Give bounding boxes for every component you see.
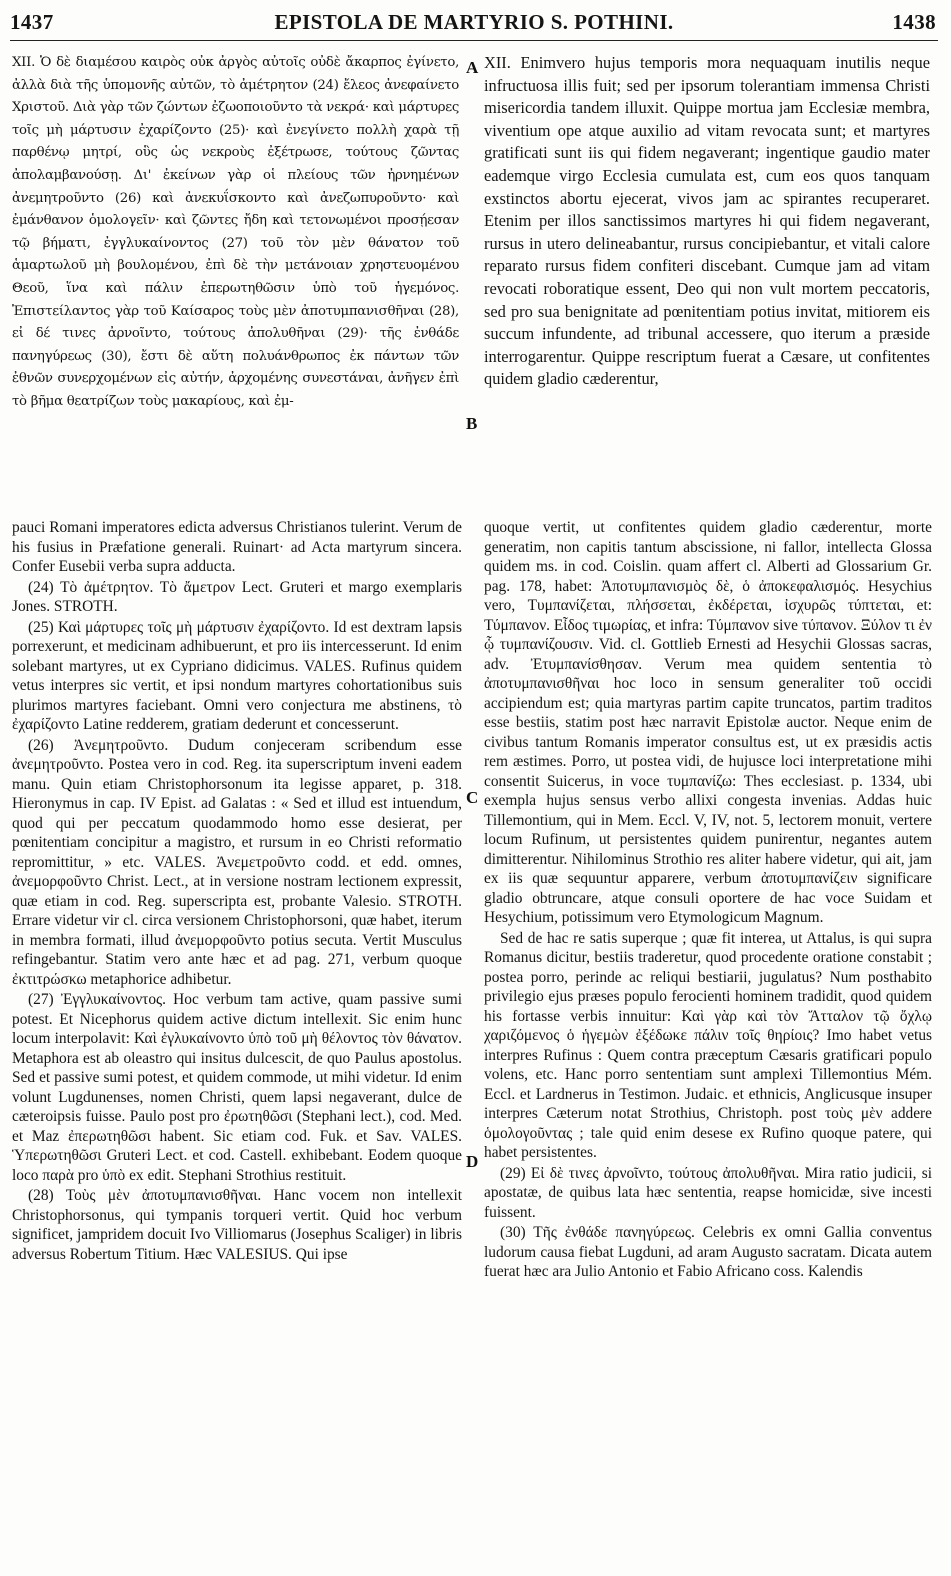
page-number-left: 1437 [10,10,54,34]
footnote-29: (29) Εἰ δὲ τινες ἀρνοῖντο, τούτους ἀπολυθῆναι. Mira ratio judicii, si apostatæ, de quibus lata hæc sententia, reapse homicidæ, sive incesti fuissent. [484,1164,932,1221]
margin-mark-c: C [466,788,479,807]
greek-text-column [12,52,459,510]
footnotes-left-column [12,518,462,1570]
margin-mark-d: D [466,1152,479,1171]
running-header [10,6,938,41]
margin-mark-b: B [466,414,478,433]
footnote-paragraph: Sed de hac re satis superque ; quæ fit interea, ut Attalus, is qui supra Romanus dicitur, bestiis traderetur, quod procedente oratione constabit ; postea porro, perinde ac reliqui bestiarii, jugulatus? Num posthabito privilegio ejus præses populo ferocienti hominem tradidit, quod quidem his fortasse verbis innuitur: Καὶ γὰρ καὶ τὸν Ἄτταλον τῷ ὄχλῳ χαριζόμενος ὁ ἡγεμὼν ἐξέδωκε πάλιν τοῖς θηρίοις? Imo habet vetus interpres Rufinus : Quem contra præceptum Cæsaris gratificari populo volens, etc. Hanc porro sententiam sunt amplexi Tillemontius Mém. Eccl. et Lardnerus in Testimon. Judaic. et ethnicis, Anglicusque insuper interpres Cæterum notat Strothius, Christoph. post τοὺς μὲν addere ὁμολογοῦντας ; tale quid enim desese ex Rufino quoque patere, qui habet persistentes. [484,929,932,1161]
footnote-24: (24) Τὸ ἀμέτρητον. Τὸ ἄμετρον Lect. Gruteri et margo exemplaris Jones. STROTH. [12,578,462,615]
margin-mark-a: A [466,58,479,77]
footnote-25: (25) Καὶ μάρτυρες τοῖς μὴ μάρτυσιν ἐχαρίζοντο. Id est dextram lapsis porrexerunt, et medicinam adhibuerunt, et pro iis intercesserunt. Id enim solebant martyres, ut ex Cypriano didicimus. VALES. Rufinus quidem vetus interpres sic vertit, et ipsi nondum martyres cohortationibus suis plurimos martyres faciebant. Omni vero conjectura me abstinens, τὸ ἐχαρίζοντο Latine redderem, gratiam dederunt et concesserunt. [12,618,462,733]
latin-paragraph: XII. Enimvero hujus temporis mora nequaquam inutilis neque infructuosa illis fuit; sed per ipsorum tolerantiam immensa Christi misericordia tandem illuxit. Quippe mortua jam Ecclesiæ membra, viventium ope atque auxilio ad vitam revocata sunt; et martyres gratificati sunt iis qui fidem negaverant; ingentique gaudio mater eademque virgo Ecclesia cumulata est, cum eos quos tanquam exstinctos abortu ejecerat, vivos jam ac spirantes recuperaret. Etenim per illos sanctissimos martyres hi qui fidem negaverant, rursus in utero delineabantur, rursus concipiebantur, et vitali calore reparato rursus fidem confiteri discebant. Cumque jam ad vitam revocati roboratique essent, Deo qui non vult mortem peccatoris, sed pro sua benignitate ad pœnitentiam potius invitat, mitiorem eis succum infundente, ad tribunal accessere, quo iterum a præside interrogarentur. Quippe rescriptum fuerat a Cæsare, ut confitentes quidem gladio cæderentur, [484,53,930,389]
latin-text-column [484,52,930,510]
footnote-28-continued: quoque vertit, ut confitentes quidem gladio cæderentur, morte generatim, non capitis tantum abscissione, ni fallor, intellecta Glossa quidem ms. in cod. Coislin. quam affert cl. Alberti ad Glossarium Gr. pag. 178, habet: Ἀποτυμπανισμὸς δὲ, ὁ ἀποκεφαλισμός. Hesychius vero, Τυμπανίζεται, πλήσσεται, ἐκδέρεται, ἰσχυρῶς τύπτεται, et: Τύμπανον. Εἶδος τιμωρίας, et infra: Τύμπανον sive τύπανον. Ξύλον τι ἐν ᾧ τυμπανίζουσιν. Vid. cl. Gottlieb Ernesti ad Hesychii Glossas sacras, adv. Ἐτυμπανίσθησαν. Verum mea quidem sententia τὸ ἀποτυμπανισθῆναι hoc loco in sensum generaliter τοῦ occidi accipiendum est; quia martyras partim capite truncatos, partim traditos esse bestiis, statim post hæc narravit Epistolæ auctor. Neque enim de civibus tantum Romanis imperator consultus est, ut ex præsidis actis rem æstimes. Porro, ut postea vidi, de hujusce loci interpretatione mihi consentit Suicerus, in voce τυμπανίζω: Thes ecclesiast. p. 1334, ubi exempla hujus sensus verbo allixi congesta invenias. Addas huic Tillemontium, qui in Mem. Eccl. V, IV, not. 5, lectorem monuit, vertere locum Rufinum, ut persistentes quidem punirentur, negantes autem dimitterentur. Nihilominus Strothio res aliter habere videtur, qui ait, jam ex iis quæ sequuntur apparere, verbum ἀποτυμπανίζειν significare gladio obtruncare, atque consuli oportere de hac voce Suidam et Hesychium, potissimum vero Etymologicum Magnum. [484,519,932,926]
footnote-30: (30) Τῆς ἐνθάδε πανηγύρεως. Celebris ex omni Gallia conventus ludorum causa fiebat Lugduni, ad aram Augusto sacratam. Dicata autem fuerat hæc ara Julio Antonio et Fabio Africano coss. Kalendis [484,1224,932,1280]
running-title: EPISTOLA DE MARTYRIO S. POTHINI. [274,10,674,34]
footnote-27: (27) Ἐγγλυκαίνοντος. Hoc verbum tam active, quam passive sumi potest. Et Nicephorus quidem active dictum intellexit. Sic enim hunc locum interpolavit: Καὶ ἐγλυκαίνοντο ὑπὸ τοῦ μὴ θέλοντος τὸν θάνατον. Metaphora est ab oleastro qui insitus dulcescit, de quo Paulus apostolus. Sed et passive sumi potest, et quidem commode, ut mihi videtur. Id enim volunt Lugdunenses, nomen Christi, quem lapsi negaverant, dulce de cæteroipsis fuisse. Paulo post pro ἐρωτηθῶσι (Stephani lect.), cod. Med. et Maz ἐπερωτηθῶσι habent. Sic etiam cod. Fuk. et Sav. VALES. Ὑπερωτηθῶσι Gruteri Lect. et cod. Castell. exhibebant. Eodem quoque loco παρὰ pro ὑπὸ ex edit. Stephani Strothius restituit. [12,991,462,1184]
greek-paragraph: XII. Ὁ δὲ διαμέσου καιρὸς οὐκ ἀργὸς αὐτοῖς οὐδὲ ἄκαρπος ἐγίνετο, ἀλλὰ διὰ τῆς ὑπομονῆς αὐτῶν, τὸ ἀμέτρητον (24) ἔλεος ἀνεφαίνετο Χριστοῦ. Διὰ γὰρ τῶν ζώντων ἐζωοποιοῦντο τὰ νεκρά· καὶ μάρτυρες τοῖς μὴ μάρτυσιν ἐχαρίζοντο (25)· καὶ ἐνεγίνετο πολλὴ χαρὰ τῇ παρθένῳ μητρί, οὓς ὡς νεκροὺς ἐξέτρωσε, τούτους ζῶντας ἀπολαμβανούσῃ. Δι' ἐκείνων γὰρ οἱ πλείους τῶν ἠρνημένων ἀνεμητροῦντο (26) καὶ ἀνεκυΐσκοντο καὶ ἀνεζωπυροῦντο· καὶ ἐμάνθανον ὁμολογεῖν· καὶ ζῶντες ἤδη καὶ τετονωμένοι προσῄεσαν τῷ βήματι, ἐγγλυκαίνοντος (27) τοῦ τὸν μὲν θάνατον τοῦ ἁμαρτωλοῦ μὴ βουλομένου, ἐπὶ δὲ τὴν μετάνοιαν χρηστευομένου Θεοῦ, ἵνα καὶ πάλιν ἐπερωτηθῶσιν ὑπὸ τοῦ ἡγεμόνος. Ἐπιστείλαντος γὰρ τοῦ Καίσαρος τοὺς μὲν ἀποτυμπανισθῆναι (28), εἰ δέ τινες ἀρνοῖντο, τούτους ἀπολυθῆναι (29)· τῆς ἐνθάδε πανηγύρεως (30), ἔστι δὲ αὕτη πολυάνθρωπος ἐκ πάντων τῶν ἐθνῶν συνερχομένων εἰς αὐτήν, ἀρχομένης συνεστάναι, ἀνῆγεν ἐπὶ τὸ βῆμα θεατρίζων τοὺς μακαρίους, καὶ ἐμ- [12,55,459,409]
page-number-right: 1438 [892,10,936,34]
footnote-26: (26) Ἀνεμητροῦντο. Dudum conjeceram scribendum esse ἀνεμητροῦντο. Postea vero in cod. Reg. ita superscriptum inveni eadem manu. Quin etiam Christophorsonum ita legisse apparet, p. 318. Hieronymus in cap. IV Epist. ad Galatas : « Sed et illud est intuendum, quod qui per peccatum quodammodo homo esse desierat, per pœnitentiam concipitur a magistro, et rursum in eo Christi reformatio repromittitur, » etc. VALES. Ἀνεμετροῦντο codd. et edd. omnes, ἀνεμορφοῦντο Christ. Lect., at in versione nostram lectionem expressit, quæ etiam in cod. Reg. superscripta est, probante Valesio. STROTH. Errare videtur vir cl. circa versionem Christophorsoni, quæ habet, iterum in membra formati, illud ἀνεμορφοῦντο potius secuta. Vertit Musculus refingebantur. Statim vero ante hæc et ad pag. 271, verbum quoque ἐκτιτρώσκω metaphorice adhibetur. [12,736,462,988]
footnote-28: (28) Τοὺς μὲν ἀποτυμπανισθῆναι. Hanc vocem non intellexit Christophorsonus, qui tympanis torqueri vertit. Quid hoc verbum significet, jampridem docuit Ivo Villiomarus (Josephus Scaliger) in libris adversus Robertum Titium. Hæc VALESIUS. Qui ipse [12,1187,462,1263]
footnotes-right-column [484,518,932,1570]
footnote-paragraph: pauci Romani imperatores edicta adversus Christianos tulerint. Verum de his fusius in Præfatione generali. Ruinart· ad Acta martyrum sincera. Confer Eusebii verba supra adducta. [12,519,462,575]
